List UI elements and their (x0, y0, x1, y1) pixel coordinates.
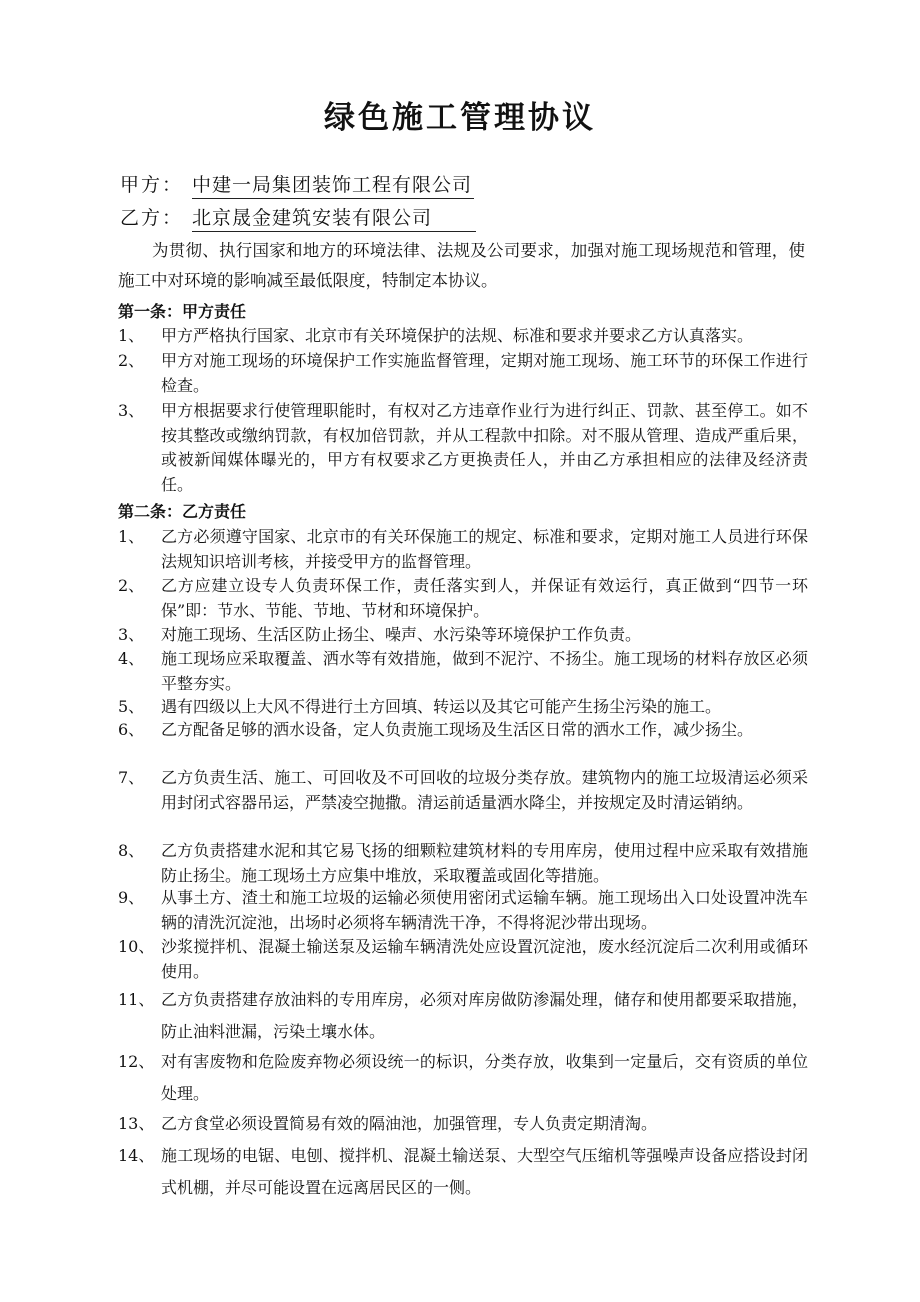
item-number: 1、 (118, 326, 145, 345)
party-b-label: 乙方： (120, 207, 184, 229)
list-item (118, 324, 808, 349)
page-title: 绿色施工管理协议 (324, 100, 596, 136)
item-number: 2、 (118, 576, 145, 595)
item-number: 6、 (118, 720, 145, 739)
section-1-heading: 第一条：甲方责任 (118, 302, 247, 321)
item-text: 乙方食堂必须设置简易有效的隔油池，加强管理，专人负责定期清淘。 (161, 1114, 658, 1133)
list-item (118, 349, 808, 398)
item-number: 4、 (118, 649, 145, 668)
item-text: 对施工现场、生活区防止扬尘、噪声、水污染等环境保护工作负责。 (161, 625, 642, 644)
list-item (118, 399, 808, 497)
item-text: 乙方负责生活、施工、可回收及不可回收的垃圾分类存放。建筑物内的施工垃圾清运必须采用封闭式容器吊运，严禁凌空抛撒。清运前适量洒水降尘，并按规定及时清运销纳。 (161, 768, 808, 812)
item-number: 3、 (118, 401, 145, 420)
list-item (118, 647, 808, 696)
item-number: 12、 (118, 1052, 155, 1071)
item-text: 沙浆搅拌机、混凝土输送泵及运输车辆清洗处应设置沉淀池，废水经沉淀后二次利用或循环使用。 (161, 937, 808, 981)
item-number: 5、 (118, 697, 145, 716)
item-number: 14、 (118, 1146, 155, 1165)
item-number: 7、 (118, 768, 145, 787)
item-number: 13、 (118, 1114, 155, 1133)
item-text: 乙方负责搭建水泥和其它易飞扬的细颗粒建筑材料的专用库房，使用过程中应采取有效措施防止扬尘。施工现场土方应集中堆放，采取覆盖或固化等措施。 (161, 841, 808, 885)
party-b (120, 205, 476, 232)
item-text: 乙方负责搭建存放油料的专用库房，必须对库房做防渗漏处理，储存和使用都要采取措施，防止油料泄漏，污染土壤水体。 (161, 990, 808, 1041)
item-number: 3、 (118, 625, 145, 644)
item-text: 乙方必须遵守国家、北京市的有关环保施工的规定、标准和要求，定期对施工人员进行环保法规知识培训考核，并接受甲方的监督管理。 (161, 527, 808, 571)
item-text: 甲方严格执行国家、北京市有关环境保护的法规、标准和要求并要求乙方认真落实。 (161, 326, 754, 345)
item-number: 9、 (118, 888, 145, 907)
list-item (118, 695, 808, 720)
list-item (118, 886, 808, 935)
list-item (118, 525, 808, 574)
item-text: 甲方根据要求行使管理职能时，有权对乙方违章作业行为进行纠正、罚款、甚至停工。如不按其整改或缴纳罚款，有权加倍罚款，并从工程款中扣除。对不服从管理、造成严重后果，或被新闻媒体曝光的，甲方有权要求乙方更换责任人，并由乙方承担相应的法律及经济责任。 (161, 401, 808, 494)
intro-paragraph: 为贯彻、执行国家和地方的环境法律、法规及公司要求，加强对施工现场规范和管理，使施工中对环境的影响减至最低限度，特制定本协议。 (118, 241, 805, 290)
list-item (118, 1140, 808, 1204)
item-text: 从事土方、渣土和施工垃圾的运输必须使用密闭式运输车辆。施工现场出入口处设置冲洗车辆的清洗沉淀池，出场时必须将车辆清洗干净，不得将泥沙带出现场。 (161, 888, 808, 932)
item-text: 施工现场的电锯、电刨、搅拌机、混凝土输送泵、大型空气压缩机等强噪声设备应搭设封闭式机棚，并尽可能设置在远离居民区的一侧。 (161, 1146, 808, 1197)
list-item (118, 1046, 808, 1110)
list-item (118, 984, 808, 1048)
item-text: 甲方对施工现场的环境保护工作实施监督管理，定期对施工现场、施工环节的环保工作进行检查。 (161, 351, 808, 395)
item-text: 乙方应建立设专人负责环保工作，责任落实到人，并保证有效运行，真正做到“四节一环保”即：节水、节能、节地、节材和环境保护。 (161, 576, 808, 620)
item-number: 1、 (118, 527, 145, 546)
list-item (118, 1108, 808, 1140)
item-number: 2、 (118, 351, 145, 370)
list-item (118, 766, 808, 815)
item-text: 对有害废物和危险废弃物必须设统一的标识，分类存放，收集到一定量后，交有资质的单位处理。 (161, 1052, 808, 1103)
party-a (120, 172, 474, 199)
item-text: 施工现场应采取覆盖、洒水等有效措施，做到不泥泞、不扬尘。施工现场的材料存放区必须平整夯实。 (161, 649, 808, 693)
party-a-label: 甲方： (120, 174, 184, 196)
section-2-heading: 第二条：乙方责任 (118, 502, 247, 521)
list-item (118, 935, 808, 984)
item-text: 遇有四级以上大风不得进行土方回填、转运以及其它可能产生扬尘污染的施工。 (161, 697, 722, 716)
list-item (118, 623, 808, 648)
item-number: 10、 (118, 937, 155, 956)
list-item (118, 718, 808, 743)
item-number: 11、 (118, 990, 155, 1009)
party-a-name: 中建一局集团装饰工程有限公司 (192, 172, 474, 199)
list-item (118, 839, 808, 888)
list-item (118, 574, 808, 623)
item-text: 乙方配备足够的洒水设备，定人负责施工现场及生活区日常的洒水工作，减少扬尘。 (161, 720, 754, 739)
party-b-name: 北京晟金建筑安装有限公司 (192, 205, 476, 232)
item-number: 8、 (118, 841, 145, 860)
